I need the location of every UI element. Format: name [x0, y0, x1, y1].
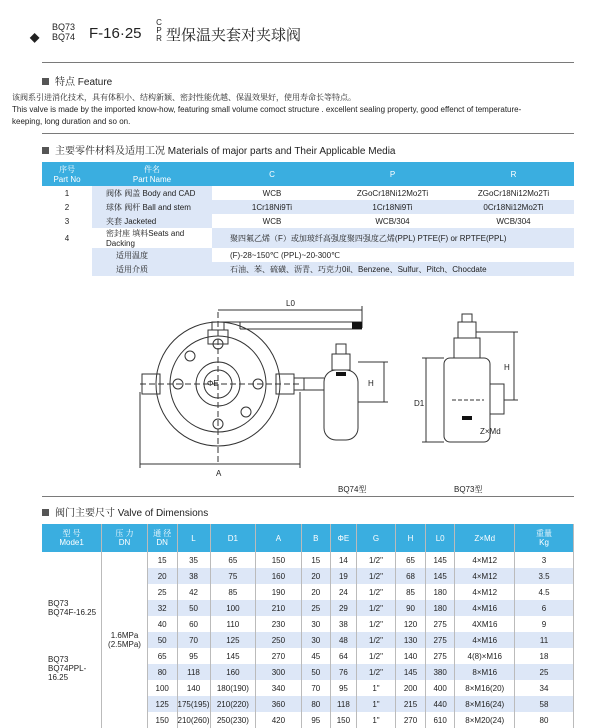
cell: 1/2" — [356, 552, 395, 568]
cell: 35 — [177, 552, 210, 568]
label-zxmd: Z×Md — [480, 427, 501, 436]
table-row — [42, 262, 574, 276]
cell: 1/2" — [356, 632, 395, 648]
cell: 80 — [147, 664, 177, 680]
cell — [42, 248, 92, 262]
cell: 60 — [177, 616, 210, 632]
cell: 380 — [425, 664, 455, 680]
cell: 阀体 阀盖 Body and CAD — [92, 186, 212, 200]
header-b: B — [301, 524, 331, 552]
label-h: H — [368, 379, 374, 388]
cell: 25 — [515, 664, 574, 680]
cell: 38 — [177, 568, 210, 584]
cell: 65 — [147, 648, 177, 664]
cell: 95 — [177, 648, 210, 664]
cell: 25 — [301, 600, 331, 616]
cell: 11 — [515, 632, 574, 648]
materials-heading-text: 主要零件材料及适用工况 Materials of major parts and Their Applicable Media — [55, 146, 396, 157]
pressure-value-alt: (2.5MPa) — [108, 640, 141, 649]
cell: 30 — [301, 616, 331, 632]
cell: 20 — [301, 584, 331, 600]
bolt-hole — [241, 407, 251, 417]
cell: 100 — [147, 680, 177, 696]
cell: 215 — [396, 696, 426, 712]
divider — [42, 133, 574, 134]
cell: 68 — [396, 568, 426, 584]
cell: 1/2" — [356, 584, 395, 600]
side-view-nozzle-tip — [336, 344, 346, 354]
cell: 密封座 填料Seats and Dacking — [92, 228, 212, 248]
cell: 118 — [331, 696, 357, 712]
table-row — [42, 248, 574, 262]
table-row — [42, 186, 574, 200]
cell: 19 — [331, 568, 357, 584]
cell: (F)-28~150℃ (PPL)~20-300℃ — [212, 248, 574, 262]
header-h: H — [396, 524, 426, 552]
cell: 145 — [425, 568, 455, 584]
group1-line1: BQ73 — [48, 598, 69, 608]
cell: 80 — [515, 712, 574, 728]
cell: 4×M16 — [455, 600, 515, 616]
cell: 145 — [396, 664, 426, 680]
cell: 50 — [301, 664, 331, 680]
pressure-cell — [102, 552, 148, 728]
cell: 180 — [425, 584, 455, 600]
cell: 1Cr18Ni9Ti — [332, 200, 453, 214]
cell: 75 — [210, 568, 256, 584]
cell: 0Cr18Ni12Mo2Ti — [453, 200, 574, 214]
bq73-neck — [454, 338, 480, 358]
cell: 58 — [515, 696, 574, 712]
cell: 175(195) — [177, 696, 210, 712]
cell: 4 — [42, 228, 92, 248]
cell: 1" — [356, 680, 395, 696]
cell: 210(220) — [210, 696, 256, 712]
cell: 85 — [396, 584, 426, 600]
cell: 145 — [210, 648, 256, 664]
header-l0: L0 — [425, 524, 455, 552]
title-main: F-16·25 — [89, 25, 142, 42]
cell: 球体 阀杆 Ball and stem — [92, 200, 212, 214]
group2-line1: BQ73 — [48, 654, 69, 664]
materials-header-row — [42, 162, 574, 186]
cell: 50 — [147, 632, 177, 648]
cell: 14 — [331, 552, 357, 568]
header-d1: D1 — [210, 524, 256, 552]
cell: 15 — [301, 552, 331, 568]
label-phie: ΦE — [207, 379, 219, 388]
header-bore: 通 径 DN — [147, 524, 177, 552]
header-part-name: 件名 Part Name — [92, 162, 212, 186]
cell: 34 — [515, 680, 574, 696]
header-part-no: 序号 Part No — [42, 162, 92, 186]
cell: 6 — [515, 600, 574, 616]
dimensions-table — [42, 524, 574, 728]
cell: 360 — [256, 696, 301, 712]
title-model — [52, 22, 75, 42]
bq73-stem-top — [462, 314, 472, 322]
cell: 125 — [147, 696, 177, 712]
title-name: 型保温夹套对夹球阀 — [166, 27, 302, 44]
model-bottom: BQ74 — [52, 32, 76, 42]
cell: 1/2" — [356, 600, 395, 616]
cell: 24 — [331, 584, 357, 600]
header-a: A — [256, 524, 301, 552]
cell: 70 — [177, 632, 210, 648]
cell: 275 — [425, 616, 455, 632]
feature-line-en1: This valve is made by the imported know-how, featuring small volume comoct structure . excellent sealing property, good effenct of temperature- — [12, 105, 522, 114]
cell: 2 — [42, 200, 92, 214]
variant-r: R — [156, 34, 162, 43]
cell: 1" — [356, 696, 395, 712]
cell: 32 — [147, 600, 177, 616]
cell: 400 — [425, 680, 455, 696]
cell: 夹套 Jacketed — [92, 214, 212, 228]
cell: 270 — [396, 712, 426, 728]
bq73-marker — [462, 416, 472, 420]
header-zxmd: Z×Md — [455, 524, 515, 552]
cell: 70 — [301, 680, 331, 696]
cell: 38 — [331, 616, 357, 632]
header-r: R — [453, 162, 574, 186]
cell: 1/2" — [356, 568, 395, 584]
cell: 4×M12 — [455, 552, 515, 568]
cell: 4×M12 — [455, 584, 515, 600]
cell: 150 — [256, 552, 301, 568]
cell: 30 — [301, 632, 331, 648]
cell: 270 — [256, 648, 301, 664]
diamond-bullet-icon: ◆ — [30, 30, 40, 44]
table-row — [42, 200, 574, 214]
cell: 118 — [177, 664, 210, 680]
label-a: A — [216, 469, 222, 478]
square-bullet-icon — [42, 147, 49, 154]
cell: 65 — [210, 552, 256, 568]
bq73-stem — [458, 322, 476, 338]
pressure-value: 1.6MPa — [110, 631, 139, 640]
dimensions-heading — [42, 504, 208, 519]
cell — [42, 262, 92, 276]
cell: 45 — [301, 648, 331, 664]
cell: 440 — [425, 696, 455, 712]
cell: 适用温度 — [92, 248, 212, 262]
cell: WCB — [212, 186, 332, 200]
cell: ZGoCr18Ni12Mo2Ti — [332, 186, 453, 200]
cell: 210(260) — [177, 712, 210, 728]
cell: 150 — [331, 712, 357, 728]
cell: 230 — [256, 616, 301, 632]
cell: 180 — [425, 600, 455, 616]
cell: 1 — [42, 186, 92, 200]
bolt-hole — [185, 351, 195, 361]
cell: 3.5 — [515, 568, 574, 584]
cell: 210 — [256, 600, 301, 616]
cell: 150 — [147, 712, 177, 728]
cell: 4(8)×M16 — [455, 648, 515, 664]
cell: 8×M16(24) — [455, 696, 515, 712]
valve-drawing — [100, 292, 530, 502]
square-bullet-icon — [42, 78, 49, 85]
cell: 聚四氟乙烯（F）或加玻纤高强度聚四强度乙烯(PPL) PTFE(F) or RPTFE(PPL) — [212, 228, 574, 248]
cell: 18 — [515, 648, 574, 664]
model-cell — [42, 552, 102, 728]
label-d1: D1 — [414, 399, 425, 408]
table-row — [42, 228, 574, 248]
materials-heading — [42, 142, 395, 157]
cell: 8×M20(24) — [455, 712, 515, 728]
header-weight: 重量 Kg — [515, 524, 574, 552]
cell: 1" — [356, 712, 395, 728]
cell: 48 — [331, 632, 357, 648]
cell: 160 — [256, 568, 301, 584]
cell: 29 — [331, 600, 357, 616]
cell: 25 — [147, 584, 177, 600]
cell: 1/2" — [356, 664, 395, 680]
header-pressure: 压 力 DN — [102, 524, 148, 552]
cell: 180(190) — [210, 680, 256, 696]
divider — [42, 62, 574, 63]
cell: 20 — [147, 568, 177, 584]
caption-bq74: BQ74型 — [338, 485, 367, 494]
materials-table — [42, 162, 574, 276]
cell: 160 — [210, 664, 256, 680]
cell: 300 — [256, 664, 301, 680]
cell: 100 — [210, 600, 256, 616]
cell: 610 — [425, 712, 455, 728]
side-view-body — [324, 370, 358, 440]
cell: 120 — [396, 616, 426, 632]
cell: 65 — [396, 552, 426, 568]
table-row — [42, 552, 574, 568]
handle-grip — [352, 322, 362, 329]
square-bullet-icon — [42, 509, 49, 516]
cell: 1/2" — [356, 616, 395, 632]
feature-heading — [42, 73, 112, 88]
dimensions-header-row — [42, 524, 574, 552]
cell: 190 — [256, 584, 301, 600]
cell: 250 — [256, 632, 301, 648]
dimensions-body — [42, 552, 574, 728]
title-variants — [154, 19, 164, 43]
table-row — [42, 214, 574, 228]
cell: 130 — [396, 632, 426, 648]
cell: 石油、苯、硫磺、沥青、巧克力0il、Benzene、Sulfur、Pitch、Chocdate — [212, 262, 574, 276]
cell: 140 — [177, 680, 210, 696]
cell: WCB/304 — [332, 214, 453, 228]
feature-text — [12, 92, 592, 128]
header-phie: ΦE — [331, 524, 357, 552]
group1-line2: BQ74F-16.25 — [48, 607, 97, 617]
side-view-nozzle — [332, 354, 350, 370]
cell: 4.5 — [515, 584, 574, 600]
cell: 140 — [396, 648, 426, 664]
cell: WCB/304 — [453, 214, 574, 228]
header-g: G — [356, 524, 395, 552]
cell: 275 — [425, 648, 455, 664]
cell: 适用介质 — [92, 262, 212, 276]
divider — [42, 496, 574, 497]
group2-line2: BQ74PPL-16.25 — [48, 663, 87, 682]
cell: 200 — [396, 680, 426, 696]
bq73-side-port — [490, 384, 504, 414]
cell: 340 — [256, 680, 301, 696]
spacer — [48, 617, 101, 655]
feature-line-en2: keeping, long duration and so on. — [12, 117, 131, 126]
cell: 1/2" — [356, 648, 395, 664]
cell: WCB — [212, 214, 332, 228]
cell: 95 — [331, 680, 357, 696]
cell: ZGoCr18Ni12Mo2Ti — [453, 186, 574, 200]
cell: 9 — [515, 616, 574, 632]
header-model: 型 号 Mode1 — [42, 524, 102, 552]
cell: 15 — [147, 552, 177, 568]
cell: 20 — [301, 568, 331, 584]
cell: 85 — [210, 584, 256, 600]
cell: 250(230) — [210, 712, 256, 728]
caption-bq73: BQ73型 — [454, 485, 483, 494]
header-p: P — [332, 162, 453, 186]
cell: 420 — [256, 712, 301, 728]
feature-line-cn: 该阀系引进消化技术，具有体积小、结构新颖、密封性能优越、保温效果好，使用寿命长等特点。 — [12, 93, 356, 102]
variant-c: C — [156, 18, 162, 27]
cell: 64 — [331, 648, 357, 664]
cell: 80 — [301, 696, 331, 712]
header-c: C — [212, 162, 332, 186]
feature-heading-text: 特点 Feature — [55, 77, 113, 88]
cell: 125 — [210, 632, 256, 648]
model-top: BQ73 — [52, 22, 76, 32]
cell: 40 — [147, 616, 177, 632]
cell: 95 — [301, 712, 331, 728]
cell: 50 — [177, 600, 210, 616]
cell: 8×M16 — [455, 664, 515, 680]
cell: 4XM16 — [455, 616, 515, 632]
cell: 3 — [42, 214, 92, 228]
cell: 42 — [177, 584, 210, 600]
label-h2: H — [504, 363, 510, 372]
dimensions-heading-text: 阀门主要尺寸 Valve of Dimensions — [55, 508, 209, 519]
cell: 110 — [210, 616, 256, 632]
label-l0: L0 — [286, 299, 295, 308]
cell: 4×M16 — [455, 632, 515, 648]
cell: 145 — [425, 552, 455, 568]
cell: 76 — [331, 664, 357, 680]
cell: 90 — [396, 600, 426, 616]
cell: 8×M16(20) — [455, 680, 515, 696]
cell: 3 — [515, 552, 574, 568]
cell: 1Cr18Ni9Ti — [212, 200, 332, 214]
header-l: L — [177, 524, 210, 552]
variant-p: P — [156, 26, 162, 35]
cell: 4×M12 — [455, 568, 515, 584]
cell: 275 — [425, 632, 455, 648]
side-view-marker — [336, 372, 346, 376]
